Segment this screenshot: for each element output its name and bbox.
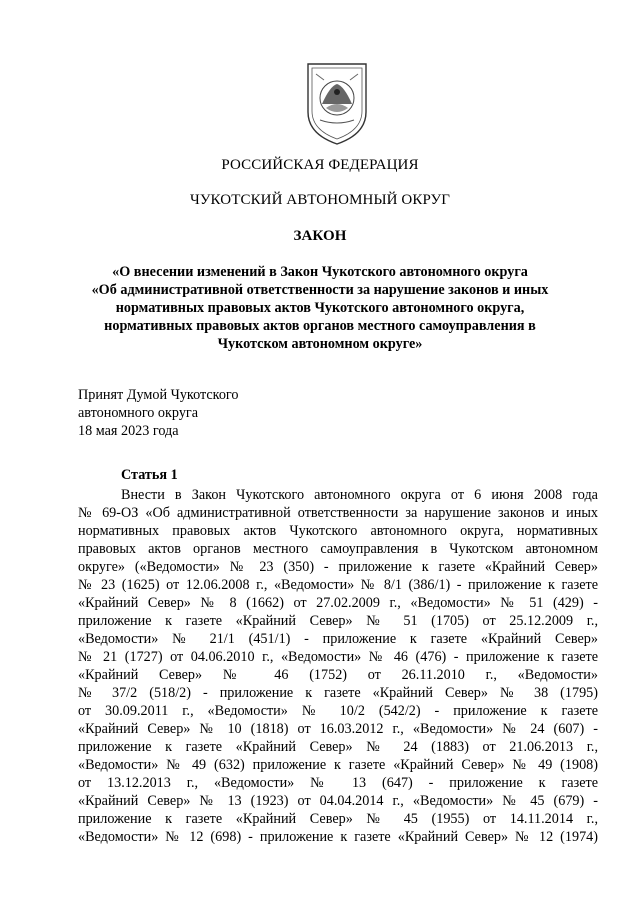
article-line: «Ведомости» № 49 (632) приложение к газете «Крайний Север» № 49 (1908) [78,757,598,773]
article-line: «Крайний Север» № 13 (1923) от 04.04.2014 г., «Ведомости» № 45 (679) - [78,793,598,809]
article-line: приложение к газете «Крайний Север» № 24 (1883) от 21.06.2013 г., [78,739,598,755]
article-line: «Крайний Север» № 46 (1752) от 26.11.2010 г., «Ведомости» [78,667,598,683]
article-heading: Статья 1 [121,467,178,483]
title-line: «Об административной ответственности за нарушение законов и иных [91,282,549,298]
article-line: правовых актов органов местного самоуправления в Чукотском автономном [78,541,598,557]
coat-of-arms-emblem [302,60,372,146]
article-line: «Ведомости» № 21/1 (451/1) - приложение к газете «Крайний Север» [78,631,598,647]
article-line: округе» («Ведомости» № 23 (350) - приложение к газете «Крайний Север» [78,559,598,575]
article-line: нормативных правовых актов Чукотского автономного округа, нормативных [78,523,598,539]
title-line: Чукотском автономном округе» [217,336,423,352]
article-line: приложение к газете «Крайний Север» № 45 (1955) от 14.11.2014 г., [78,811,598,827]
article-line: от 13.12.2013 г., «Ведомости» № 13 (647) - приложение к газете [78,775,598,791]
article-line: «Ведомости» № 12 (698) - приложение к газете «Крайний Север» № 12 (1974) [78,829,598,845]
title-line: нормативных правовых актов органов местного самоуправления в [104,318,536,334]
adoption-line: Принят Думой Чукотского [78,387,239,403]
article-line: № 23 (1625) от 12.06.2008 г., «Ведомости» № 8/1 (386/1) - приложение к газете [78,577,598,593]
doc-type-heading: ЗАКОН [293,228,347,244]
article-line: приложение к газете «Крайний Север» № 51 (1705) от 25.12.2009 г., [78,613,598,629]
title-line: «О внесении изменений в Закон Чукотского автономного округа [112,264,528,280]
article-line: «Крайний Север» № 10 (1818) от 16.03.2012 г., «Ведомости» № 24 (607) - [78,721,598,737]
region-heading: ЧУКОТСКИЙ АВТОНОМНЫЙ ОКРУГ [189,192,451,208]
article-line: Внести в Закон Чукотского автономного округа от 6 июня 2008 года [121,487,598,503]
article-line: «Крайний Север» № 8 (1662) от 27.02.2009 г., «Ведомости» № 51 (429) - [78,595,598,611]
adoption-line: автономного округа [78,405,199,421]
article-line: № 21 (1727) от 04.06.2010 г., «Ведомости» № 46 (476) - приложение к газете [78,649,598,665]
country-heading: РОССИЙСКАЯ ФЕДЕРАЦИЯ [221,157,419,173]
adoption-line: 18 мая 2023 года [78,423,179,439]
article-line: № 69-ОЗ «Об административной ответственности за нарушение законов и иных [78,505,598,521]
article-line: от 30.09.2011 г., «Ведомости» № 10/2 (542/2) - приложение к газете [78,703,598,719]
title-line: нормативных правовых актов Чукотского автономного округа, [115,300,525,316]
article-line: № 37/2 (518/2) - приложение к газете «Крайний Север» № 38 (1795) [78,685,598,701]
